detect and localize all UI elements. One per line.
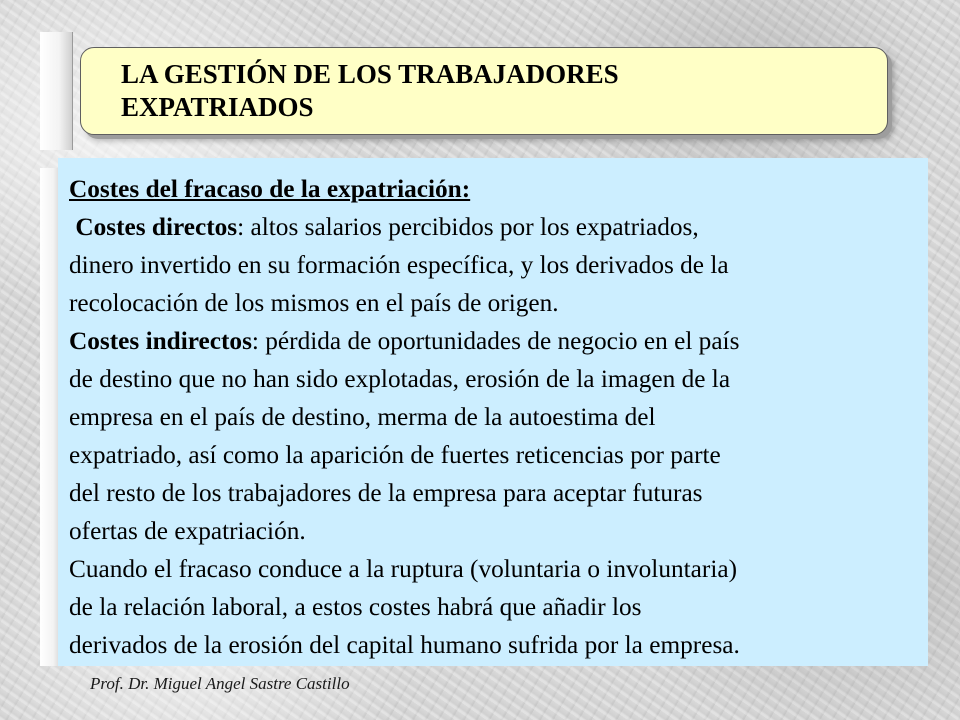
indirect-costs-line-1 xyxy=(69,322,928,360)
direct-costs-line-3: recolocación de los mismos en el país de origen. xyxy=(69,289,559,317)
closing-line-3: derivados de la erosión del capital humano sufrida por la empresa. xyxy=(69,631,740,659)
footer-author: Prof. Dr. Miguel Angel Sastre Castillo xyxy=(90,674,350,693)
indirect-costs-line-5: del resto de los trabajadores de la empresa para aceptar futuras xyxy=(69,479,703,507)
direct-costs-text-1: : altos salarios percibidos por los expatriados, xyxy=(237,213,699,241)
closing-line-1: Cuando el fracaso conduce a la ruptura (voluntaria o involuntaria) xyxy=(69,555,737,583)
section-heading: Costes del fracaso de la expatriación: xyxy=(69,175,471,203)
indirect-costs-line-2: de destino que no han sido explotadas, erosión de la imagen de la xyxy=(69,365,731,393)
title-line-1: LA GESTIÓN DE LOS TRABAJADORES xyxy=(121,59,619,89)
decorative-side-bar-top xyxy=(40,32,73,150)
title-line-2: EXPATRIADOS xyxy=(121,92,314,122)
direct-costs-line-2: dinero invertido en su formación específica, y los derivados de la xyxy=(69,251,729,279)
indirect-costs-text-1: : pérdida de oportunidades de negocio en el país xyxy=(251,327,740,355)
slide-title xyxy=(121,58,761,124)
direct-costs-line-1 xyxy=(69,208,928,246)
closing-line-2: de la relación laboral, a estos costes habrá que añadir los xyxy=(69,593,642,621)
indirect-costs-line-6: ofertas de expatriación. xyxy=(69,517,306,545)
indirect-costs-label: Costes indirectos xyxy=(69,327,252,355)
direct-costs-label: Costes directos xyxy=(75,213,238,241)
title-box xyxy=(80,47,888,135)
indirect-costs-line-3: empresa en el país de destino, merma de la autoestima del xyxy=(69,403,656,431)
indirect-costs-line-4: expatriado, así como la aparición de fuertes reticencias por parte xyxy=(69,441,721,469)
content-box xyxy=(58,158,928,666)
